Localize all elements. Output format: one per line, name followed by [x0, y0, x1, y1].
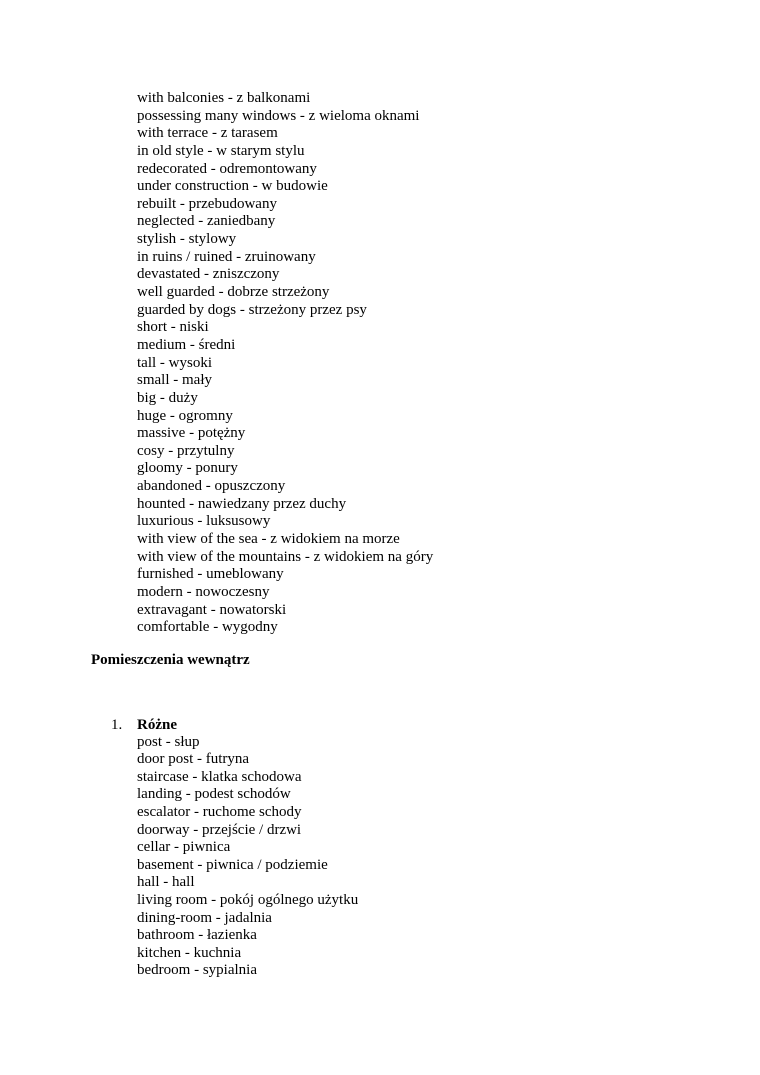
vocab-item: huge - ogromny [137, 407, 233, 424]
vocab-item: hounted - nawiedzany przez duchy [137, 495, 347, 512]
vocab-item: in old style - w starym stylu [137, 142, 305, 159]
room-vocab-item: landing - podest schodów [137, 786, 291, 803]
vocab-item: comfortable - wygodny [137, 619, 278, 636]
vocab-item: rebuilt - przebudowany [137, 195, 277, 212]
vocab-item: with view of the mountains - z widokiem na góry [137, 548, 434, 565]
vocab-item: in ruins / ruined - zruinowany [137, 248, 316, 265]
room-vocab-item: hall - hall [137, 874, 195, 891]
vocab-item: devastated - zniszczony [137, 266, 280, 283]
vocab-item: with terrace - z tarasem [137, 125, 278, 142]
room-vocab-item: post - słup [137, 733, 200, 750]
list-number: 1. [111, 717, 123, 733]
vocab-item: luxurious - luksusowy [137, 513, 271, 530]
vocab-item: extravagant - nowatorski [137, 601, 287, 618]
room-vocab-item: kitchen - kuchnia [137, 944, 242, 961]
room-vocabulary-list [137, 734, 358, 980]
vocab-item: gloomy - ponury [137, 460, 238, 477]
room-vocab-item: bathroom - łazienka [137, 927, 257, 944]
vocab-item: under construction - w budowie [137, 178, 328, 195]
vocab-item: massive - potężny [137, 425, 246, 442]
room-vocab-item: bedroom - sypialnia [137, 962, 257, 979]
vocab-item: tall - wysoki [137, 354, 212, 371]
section-heading: Pomieszczenia wewnątrz [91, 652, 250, 668]
vocab-item: stylish - stylowy [137, 231, 237, 248]
vocab-item: big - duży [137, 389, 198, 406]
room-vocab-item: doorway - przejście / drzwi [137, 821, 302, 838]
vocab-item: short - niski [137, 319, 209, 336]
vocab-item: well guarded - dobrze strzeżony [137, 284, 330, 301]
vocab-item: redecorated - odremontowany [137, 160, 317, 177]
subsection-title: Różne [137, 717, 177, 733]
room-vocab-item: basement - piwnica / podziemie [137, 856, 328, 873]
room-vocab-item: staircase - klatka schodowa [137, 768, 302, 785]
vocab-item: abandoned - opuszczony [137, 478, 286, 495]
room-vocab-item: door post - futryna [137, 751, 250, 768]
vocab-item: medium - średni [137, 336, 236, 353]
vocab-item: small - mały [137, 372, 212, 389]
vocab-item: with view of the sea - z widokiem na morze [137, 531, 400, 548]
vocab-item: neglected - zaniedbany [137, 213, 276, 230]
vocab-item: with balconies - z balkonami [137, 90, 311, 106]
vocab-item: possessing many windows - z wieloma oknami [137, 107, 420, 124]
vocabulary-list [137, 90, 433, 637]
vocab-item: furnished - umeblowany [137, 566, 284, 583]
room-vocab-item: living room - pokój ogólnego użytku [137, 891, 359, 908]
vocab-item: guarded by dogs - strzeżony przez psy [137, 301, 367, 318]
room-vocab-item: cellar - piwnica [137, 839, 231, 856]
room-vocab-item: dining-room - jadalnia [137, 909, 272, 926]
room-vocab-item: escalator - ruchome schody [137, 803, 302, 820]
vocab-item: modern - nowoczesny [137, 583, 270, 600]
vocab-item: cosy - przytulny [137, 442, 235, 459]
